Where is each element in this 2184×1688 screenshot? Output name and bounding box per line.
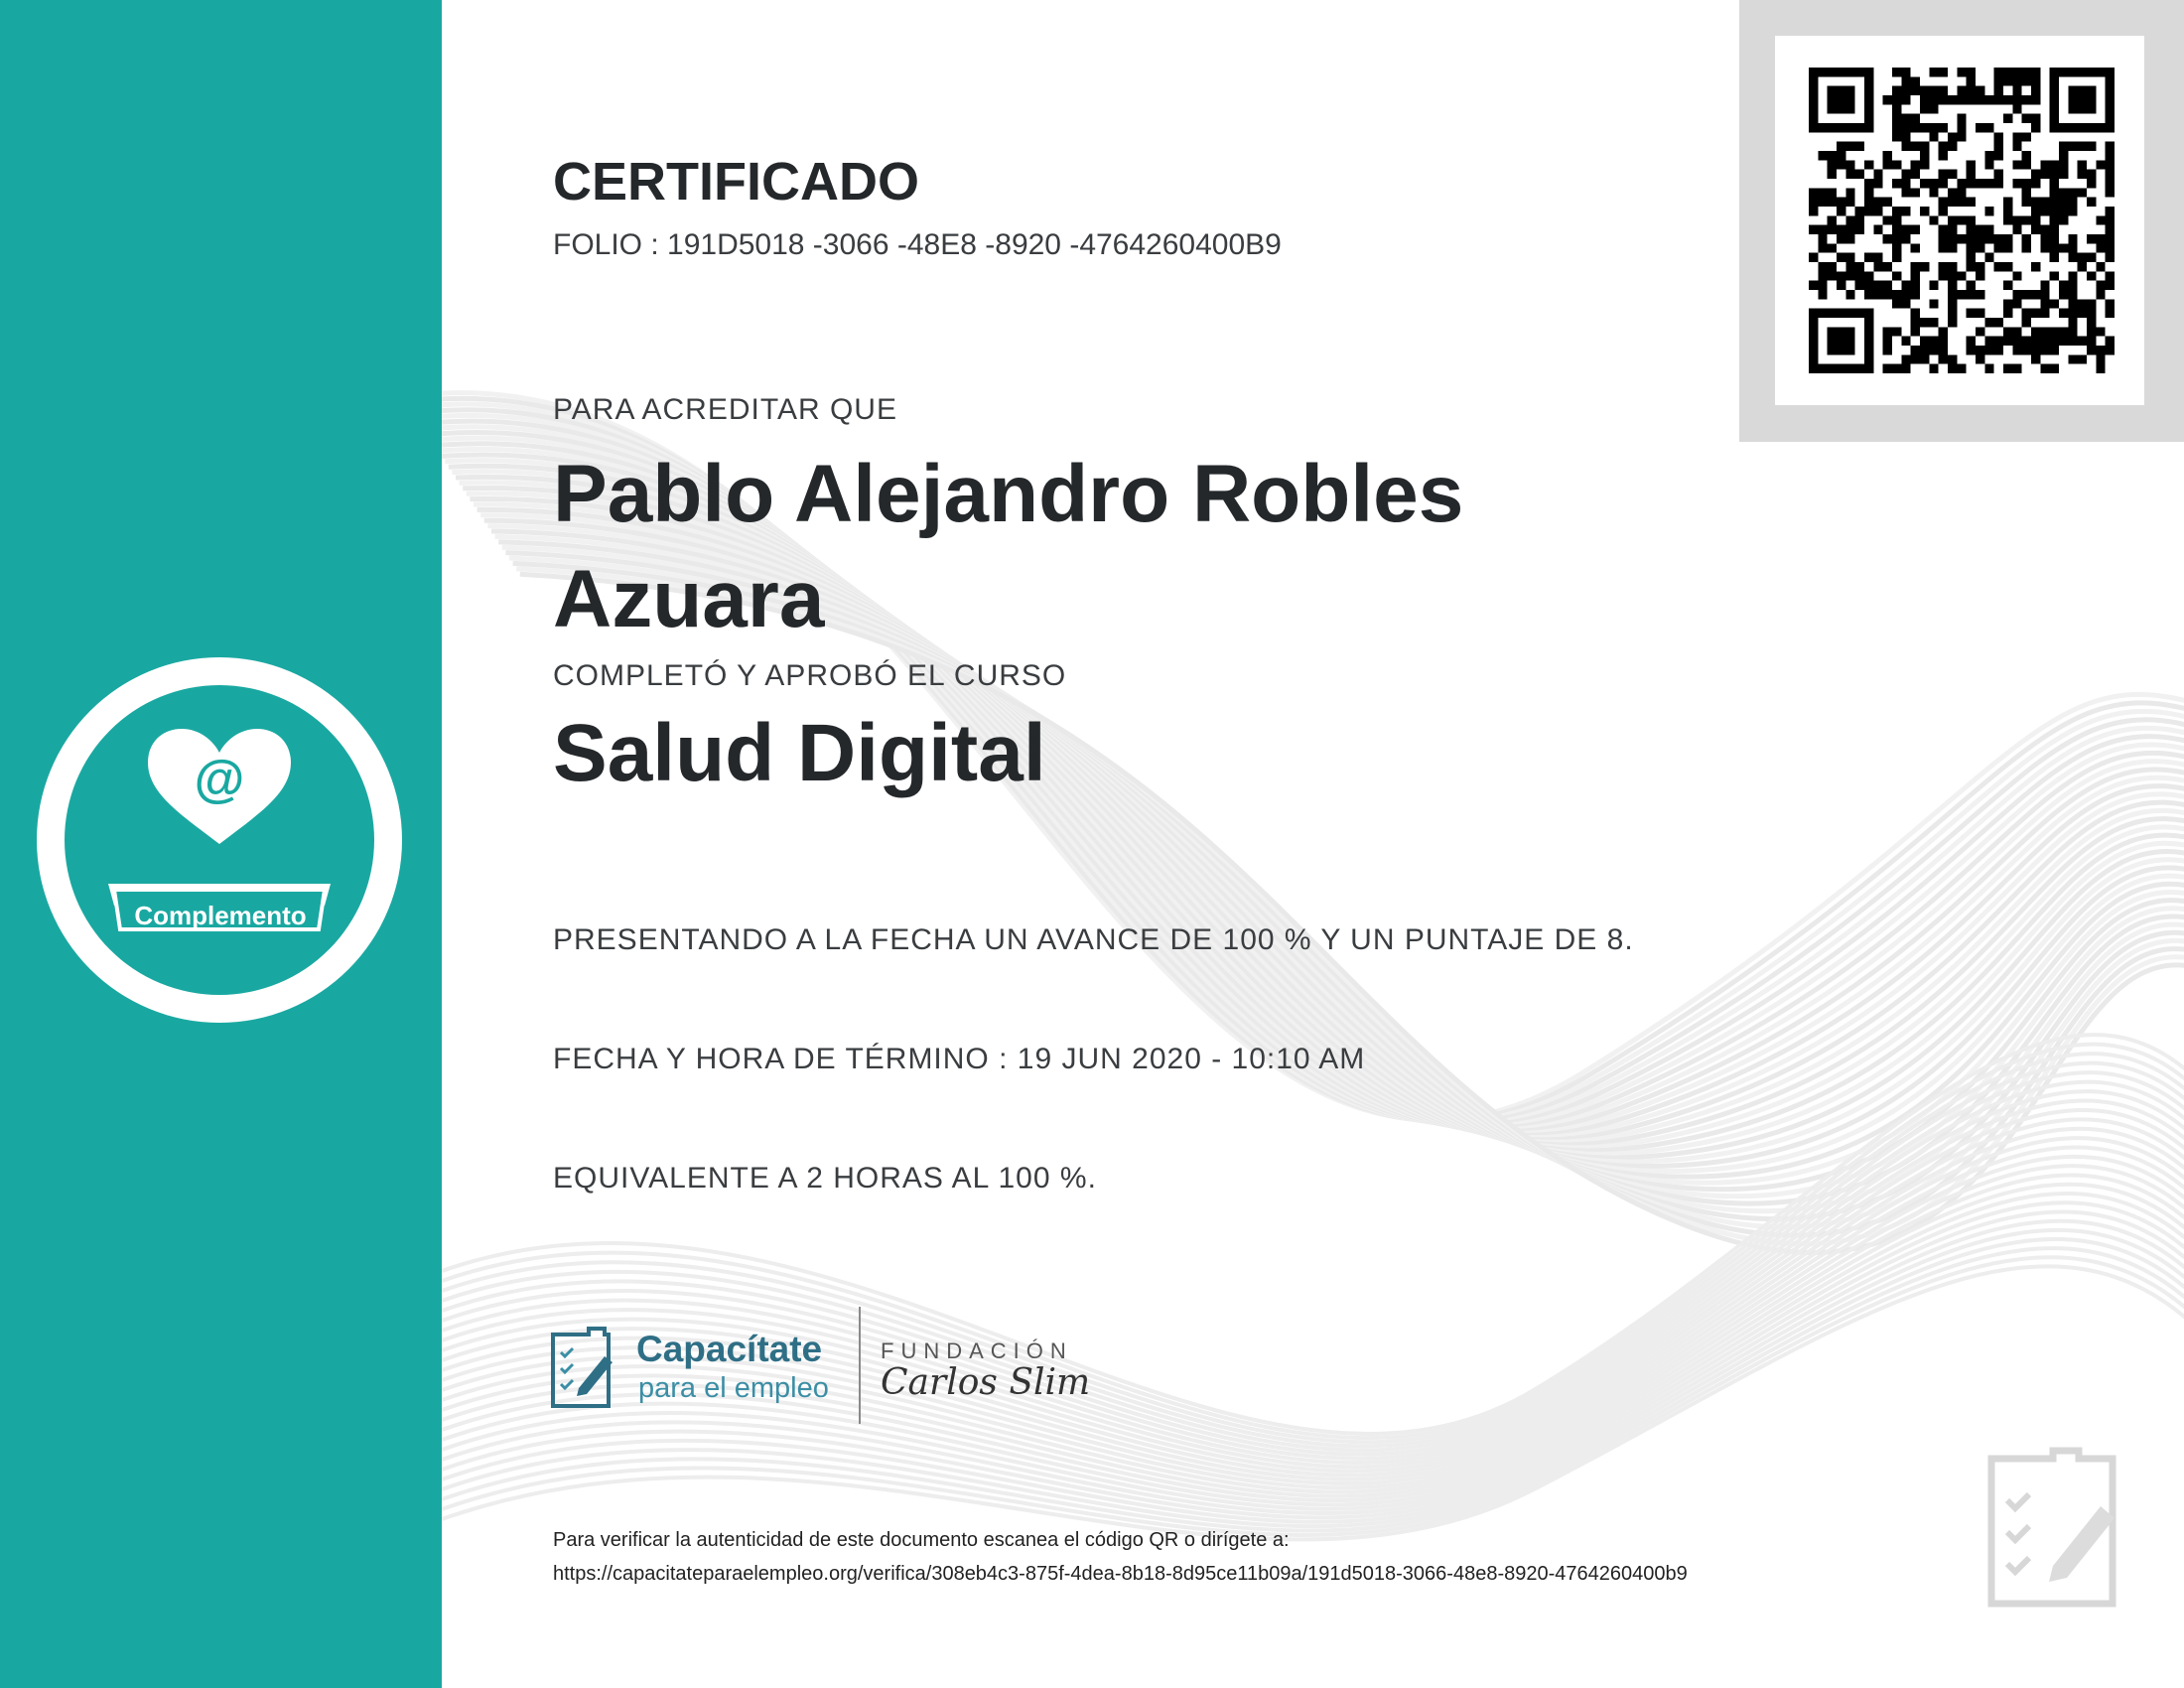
foundation-label: FUNDACIÓN (881, 1338, 1073, 1363)
recipient-label: PARA ACREDITAR QUE (553, 393, 897, 426)
logo-title: Capacítate (636, 1329, 823, 1369)
course-label: COMPLETÓ Y APROBÓ EL CURSO (553, 659, 1067, 692)
badge-label: Complemento (134, 901, 307, 930)
verify-instructions: Para verificar la autenticidad de este documento escanea el código QR o dirígete a: (553, 1529, 1290, 1551)
logo-divider (859, 1307, 861, 1424)
checklist-watermark-icon (1983, 1445, 2120, 1612)
progress-line: PRESENTANDO A LA FECHA UN AVANCE DE 100 % Y UN PUNTAJE DE 8. (553, 923, 1634, 956)
folio-number: FOLIO : 191D5018 -3066 -48E8 -8920 -4764260400B9 (553, 228, 1282, 261)
foundation-signature: Carlos Slim (881, 1362, 1091, 1403)
verify-url-link[interactable]: https://capacitateparaelempleo.org/verifica/308eb4c3-875f-4dea-8b18-8d95ce11b09a/191d5018-3066-48e8-8920-4764260400b9 (553, 1563, 1688, 1585)
svg-text:@: @ (194, 751, 245, 808)
capacitate-logo (549, 1307, 1115, 1426)
recipient-name: Pablo Alejandro Robles Azuara (553, 449, 1464, 644)
hours-line: EQUIVALENTE A 2 HORAS AL 100 %. (553, 1162, 1097, 1195)
certificate-title: CERTIFICADO (553, 152, 919, 211)
logo-subtitle: para el empleo (638, 1372, 829, 1404)
course-name: Salud Digital (553, 708, 1046, 798)
completion-date-line: FECHA Y HORA DE TÉRMINO : 19 JUN 2020 - 10:10 AM (553, 1043, 1366, 1075)
checklist-pencil-icon (549, 1327, 613, 1410)
